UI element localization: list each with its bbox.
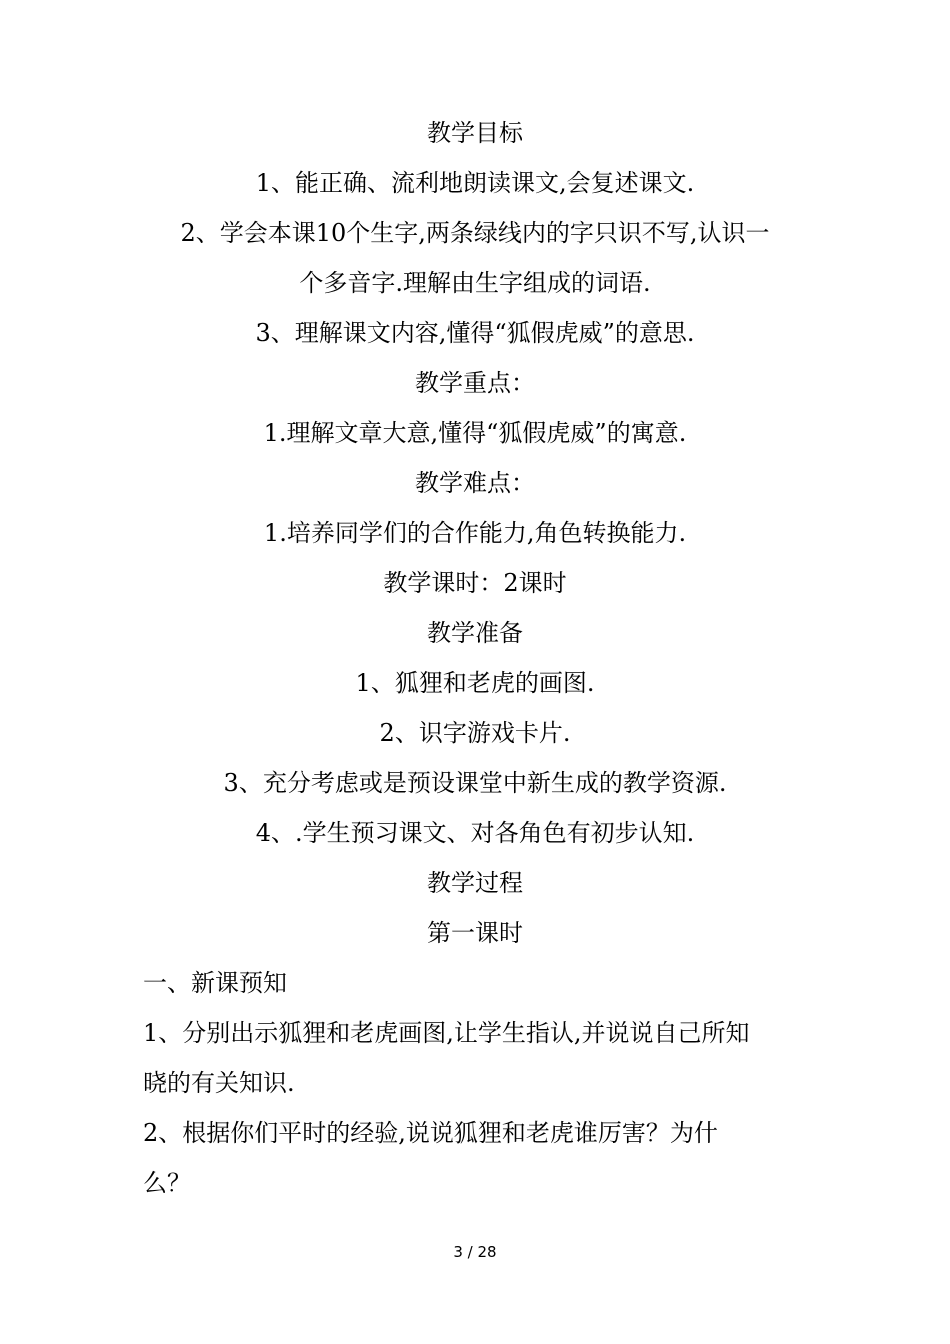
teaching-hours: 教学课时：2课时 — [383, 569, 567, 597]
preview-step-2: 2、根据你们平时的经验,说说狐狸和老虎谁厉害？为什 — [143, 1119, 718, 1147]
goal-item-1: 1、能正确、流利地朗读课文,会复述课文. — [255, 169, 695, 197]
preparation-item-3: 3、充分考虑或是预设课堂中新生成的教学资源. — [223, 769, 727, 797]
section-new-lesson-preview: 一、新课预知 — [143, 969, 287, 997]
preview-step-2-continued: 么？ — [143, 1169, 191, 1197]
page-indicator: 3 / 28 — [453, 1243, 497, 1261]
heading-key-points: 教学重点： — [415, 369, 535, 397]
heading-teaching-process: 教学过程 — [427, 869, 523, 897]
preview-step-1: 1、分别出示狐狸和老虎画图,让学生指认,并说说自己所知 — [143, 1019, 750, 1047]
goal-item-3: 3、理解课文内容,懂得“狐假虎威”的意思. — [255, 319, 695, 347]
goal-item-2: 2、学会本课10个生字,两条绿线内的字只识不写,认识一 — [180, 219, 770, 247]
heading-teaching-goals: 教学目标 — [427, 119, 523, 147]
preparation-item-2: 2、识字游戏卡片. — [379, 719, 571, 747]
key-point-item-1: 1.理解文章大意,懂得“狐假虎威”的寓意. — [263, 419, 687, 447]
preparation-item-4: 4、.学生预习课文、对各角色有初步认知. — [255, 819, 695, 847]
difficult-point-item-1: 1.培养同学们的合作能力,角色转换能力. — [263, 519, 687, 547]
preparation-item-1: 1、狐狸和老虎的画图. — [355, 669, 595, 697]
document-body — [143, 108, 807, 1208]
goal-item-2-continued: 个多音字.理解由生字组成的词语. — [299, 269, 651, 297]
heading-first-lesson: 第一课时 — [427, 919, 523, 947]
heading-preparation: 教学准备 — [427, 619, 523, 647]
preview-step-1-continued: 晓的有关知识. — [143, 1069, 295, 1097]
heading-difficult-points: 教学难点： — [415, 469, 535, 497]
